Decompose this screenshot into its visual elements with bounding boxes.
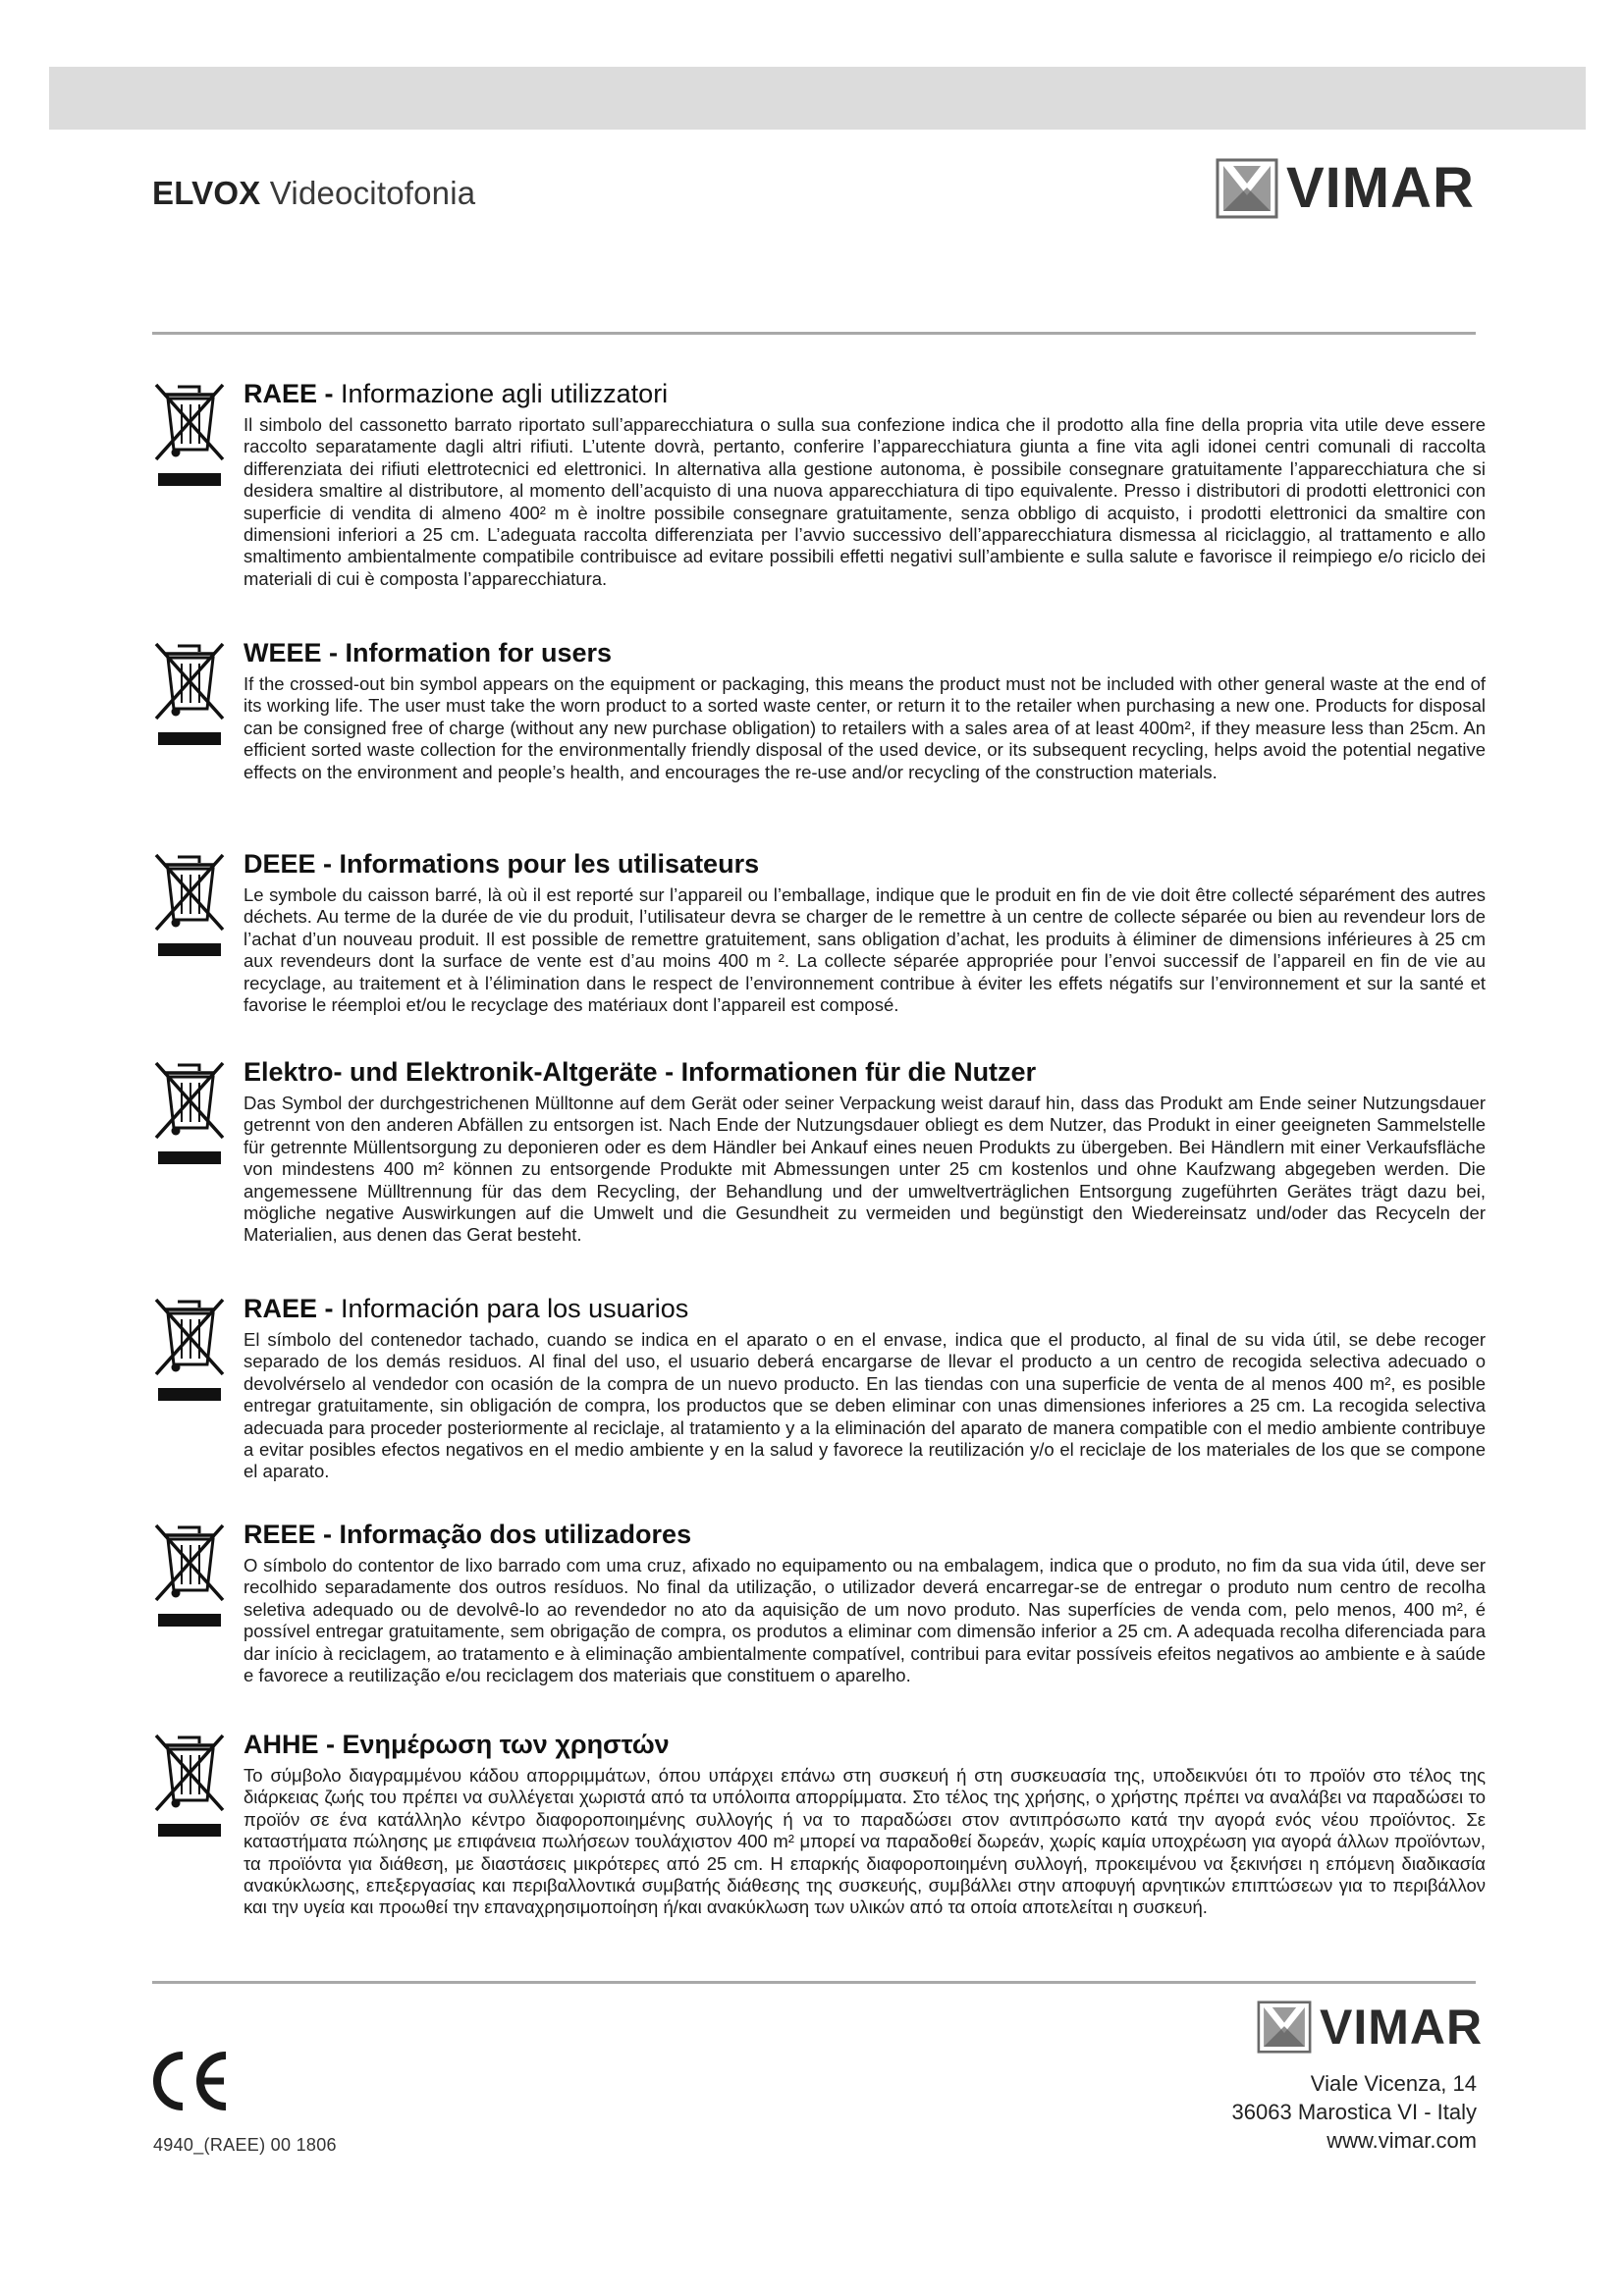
- ce-mark-icon: [143, 2050, 234, 2112]
- document-code: 4940_(RAEE) 00 1806: [153, 2135, 337, 2155]
- section-title-bold: DEEE - Informations pour les utilisateurs: [244, 849, 760, 879]
- vimar-logo-text: VIMAR: [1320, 2000, 1484, 2055]
- vimar-logo-icon: [1257, 2001, 1312, 2054]
- section-body: Το σύμβολο διαγραμμένου κάδου απορριμμάτων, όπου υπάρχει επάνω στη συσκευή ή στη συσκευασία της, υποδεικνύει ότι το προϊόν στο τέλος της διάρκειας ζωής του πρέπει να συλλέγεται χωριστά από τα υπόλοιπα απορρίμματα. Στο τέλος της χρήσης, ο χρήστης πρέπει να αναλάβει να παραδώσει το προϊόν σε ένα κατάλληλο κέντρο διαφοροποιημένης συλλογής ή να το παραδώσει στον αντιπρόσωπο κατά την αγορά ενός νέου προϊόντος. Σε καταστήματα πώλησης με επιφάνεια πωλήσεων τουλάχιστον 400 m² μπορεί να παραδοθεί δωρεάν, χωρίς καμία υποχρέωση για αγορά άλλων προϊόντων, τα προϊόντα για διάθεση, με διαστάσεις μικρότερες από 25 cm. Η επαρκής διαφοροποιημένη συλλογή, προκειμένου να ξεκινήσει η επόμενη διαδικασία ανακύκλωσης, επεξεργασίας και περιβαλλοντικά συμβατής διάθεσης της συσκευής, συμβάλλει στην αποφυγή αρνητικών επιπτώσεων για το περιβάλλον και την υγεία και προωθεί την επαναχρησιμοποίηση ή/και ανακύκλωση των υλικών από τα οποία αποτελείται η συσκευή.: [244, 1765, 1486, 1918]
- section-body: Il simbolo del cassonetto barrato riportato sull’apparecchiatura o sulla sua confezione indica che il prodotto alla fine della propria vita utile deve essere raccolto separatamente dagli altri rifiuti. L’utente dovrà, pertanto, conferire l’apparecchiatura giunta a fine vita agli idonei centri comunali di raccolta differenziata dei rifiuti elettrotecnici ed elettronici. In alternativa alla gestione autonoma, è possibile consegnare gratuitamente l’apparecchiatura che si desidera smaltire al distributore, al momento dell’acquisto di una nuova apparecchiatura di tipo equivalente. Presso i distributori di prodotti elettronici con superficie di vendita di almeno 400² m è inoltre possibile consegnare gratuitamente, senza obbligo di acquisto, i prodotti elettronici da smaltire con dimensioni inferiori a 25 cm. L’adeguata raccolta differenziata per l’avvio successivo dell’apparecchiatura dismessa al riciclaggio, al trattamento e allo smaltimento ambientalmente compatibile contribuisce ad evitare possibili effetti negativi sull’ambiente e sulla salute e favorisce il reimpiego e/o riciclo dei materiali di cui è composta l’apparecchiatura.: [244, 414, 1486, 589]
- crossed-out-wheelie-bin-icon: [152, 1730, 231, 1843]
- brand-title: [152, 175, 475, 212]
- crossed-out-wheelie-bin-icon: [152, 1520, 231, 1633]
- section-title-rest: Información para los usuarios: [341, 1294, 689, 1323]
- brand-name: ELVOX: [152, 175, 261, 211]
- footer-divider: [152, 1981, 1476, 1984]
- crossed-out-wheelie-bin-icon: [152, 379, 231, 493]
- section-title-bold: Elektro- und Elektronik-Altgeräte - Informationen für die Nutzer: [244, 1057, 1037, 1087]
- crossed-out-wheelie-bin-icon: [152, 638, 231, 752]
- section-title-bold: WEEE - Information for users: [244, 638, 613, 667]
- vimar-logo-top: [1216, 155, 1475, 221]
- section-title-bold: RAEE -: [244, 1294, 334, 1323]
- section-body: Das Symbol der durchgestrichenen Mülltonne auf dem Gerät oder seiner Verpackung weist darauf hin, dass das Produkt am Ende seiner Nutzungsdauer getrennt von den anderen Abfällen zu entsorgen ist. Nach Ende der Nutzungsdauer obliegt es dem Nutzer, das Produkt in einer geeigneten Sammelstelle für getrennte Müllentsorgung zu deponieren oder es dem Händler bei Ankauf eines neuen Produkts zu übergeben. Bei Händlern mit einer Verkaufsfläche von mindestens 400 m² können zu entsorgende Produkte mit Abmessungen unter 25 cm kostenlos und ohne Kaufzwang abgegeben werden. Die angemessene Mülltrennung für das dem Recycling, der Behandlung und der umweltverträglichen Entsorgung zugeführten Gerätes trägt dazu bei, mögliche negative Auswirkungen auf die Umwelt und die Gesundheit zu vermeiden und begünstigt den Wiedereinsatz und/oder das Recyceln der Materialien, aus denen das Gerat besteht.: [244, 1093, 1486, 1246]
- section-body: O símbolo do contentor de lixo barrado com uma cruz, afixado no equipamento ou na embalagem, indica que o produto, no fim da sua vida útil, deve ser recolhido separadamente dos outros resíduos. No final da utilização, o utilizador deverá encarregar-se de entregar o produto num centro de recolha seletiva adequado ou de devolvê-lo ao revendedor no ato da aquisição de um novo produto. Nas superfícies de venda com, pelo menos, 400 m², é possível entregar gratuitamente, sem obrigação de compra, os produtos a eliminar com dimensão inferior a 25 cm. A adequada recolha diferenciada para dar início à reciclagem, ao tratamento e à eliminação ambientalmente compatível, contribui para evitar possíveis efeitos negativos ao ambiente e à saúde e favorece a reutilização e/ou reciclagem dos materiais que constituem o aparelho.: [244, 1555, 1486, 1686]
- crossed-out-wheelie-bin-icon: [152, 1057, 231, 1171]
- section-body: Le symbole du caisson barré, là où il est reporté sur l’appareil ou l’emballage, indique que le produit en fin de vie doit être collecté séparément des autres déchets. Au terme de la durée de vie du produit, l’utilisateur devra se charger de le remettre à un centre de collecte séparée ou bien au revendeur lors de l’achat d’un nouveau produit. Il est possible de remettre gratuitement, sans obligation d’achat, les produits à éliminer de dimensions inférieures à 25 cm aux revendeurs dont la surface de vente est d’au moins 400 m ². La collecte séparée appropriée pour l’envoi successif de l’appareil en fin de vie au recyclage, au traitement et à l’élimination dans le respect de l’environnement contribue à éviter les effets négatifs sur l’environnement et sur la santé et favorise le réemploi et/ou le recyclage des matériaux dont l’appareil est composé.: [244, 884, 1486, 1016]
- address-city: 36063 Marostica VI - Italy: [1231, 2100, 1477, 2124]
- section-title: [244, 1520, 691, 1550]
- address-street: Viale Vicenza, 14: [1310, 2071, 1477, 2096]
- section-title: [244, 1294, 688, 1324]
- vimar-logo-icon: [1216, 158, 1278, 219]
- vimar-logo-bottom: [1257, 1999, 1483, 2056]
- crossed-out-wheelie-bin-icon: [152, 1294, 231, 1408]
- section-title: [244, 379, 668, 409]
- section-title-bold: ΑΗΗΕ - Ενημέρωση των χρηστών: [244, 1730, 670, 1759]
- crossed-out-wheelie-bin-icon: [152, 849, 231, 963]
- section-body: El símbolo del contenedor tachado, cuando se indica en el aparato o en el envase, indica que el producto, al final de su vida útil, se debe recoger separado de los demás residuos. Al final del uso, el usuario deberá encargarse de llevar el producto a un centro de recogida selectiva adecuado o devolvérselo al vendedor con ocasión de la compra de un nuevo producto. En las tiendas con una superficie de venta de al menos 400 m², es posible entregar gratuitamente, sin obligación de compra, los productos que se deben eliminar con unas dimensiones inferiores a 25 cm. La recogida selectiva adecuada para proceder posteriormente al reciclaje, al tratamiento y a la eliminación del aparato de manera compatible con el medio ambiente contribuye a evitar posibles efectos negativos en el medio ambiente y en la salud y favorece la reutilización y/o el reciclaje de los materiales de los que se compone el aparato.: [244, 1329, 1486, 1482]
- top-gray-band: [49, 67, 1586, 130]
- section-title: [244, 1057, 1036, 1088]
- vimar-logo-text: VIMAR: [1286, 156, 1475, 220]
- brand-subtitle: Videocitofonia: [269, 175, 476, 211]
- section-title: [244, 1730, 670, 1760]
- company-address: [1232, 2069, 1477, 2155]
- section-title: [244, 849, 759, 880]
- section-title-bold: REEE - Informação dos utilizadores: [244, 1520, 692, 1549]
- header-divider: [152, 332, 1476, 335]
- section-title-bold: RAEE -: [244, 379, 334, 408]
- section-title-rest: Informazione agli utilizzatori: [341, 379, 669, 408]
- section-body: If the crossed-out bin symbol appears on the equipment or packaging, this means the product must not be included with other general waste at the end of its working life. The user must take the worn product to a sorted waste center, or return it to the retailer when purchasing a new one. Products for disposal can be consigned free of charge (without any new purchase obligation) to retailers with a sales area of at least 400m², if they measure less than 25cm. An efficient sorted waste collection for the environmentally friendly disposal of the used device, or its subsequent recycling, helps avoid the potential negative effects on the environment and people’s health, and encourages the re-use and/or recycling of the construction materials.: [244, 673, 1486, 782]
- section-title: [244, 638, 612, 668]
- website-link[interactable]: www.vimar.com: [1326, 2128, 1477, 2153]
